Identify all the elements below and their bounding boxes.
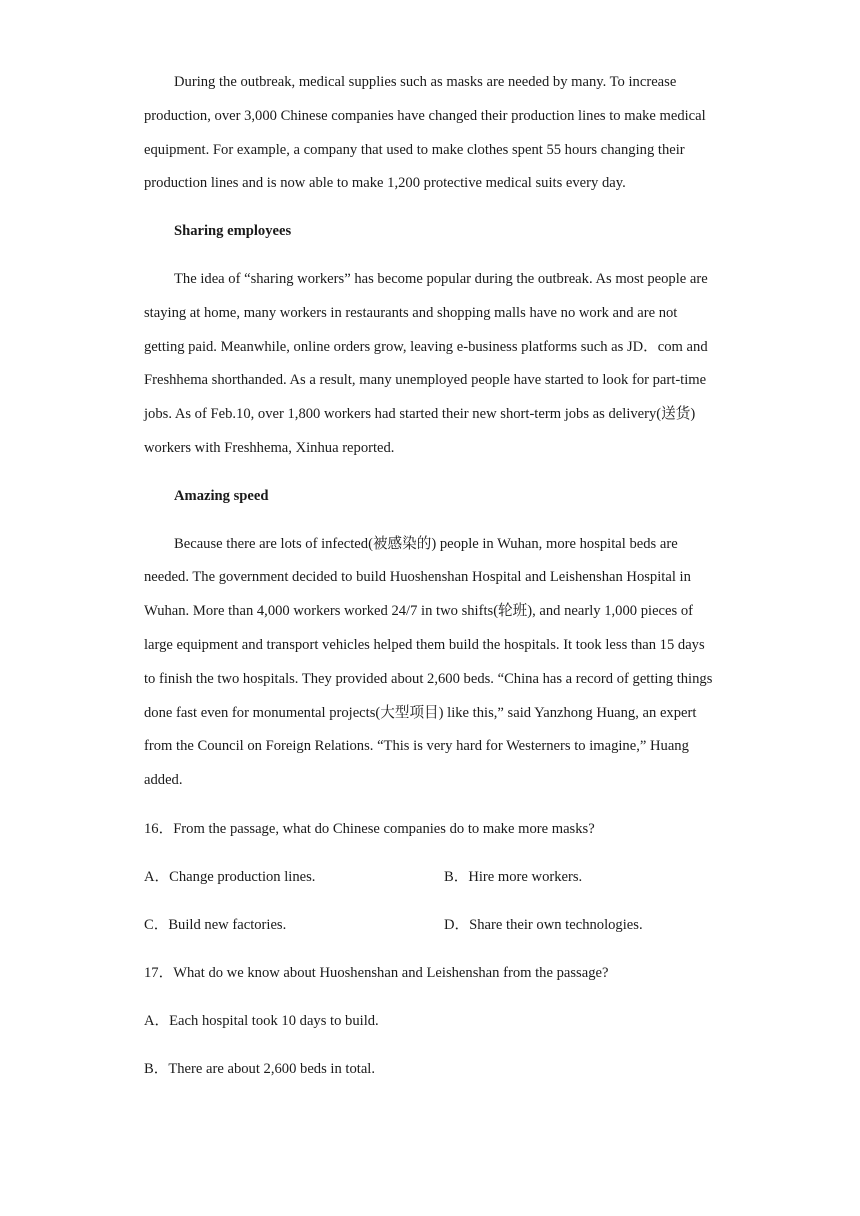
- question-16-options-row-2: [144, 908, 716, 942]
- question-16-option-c: C．Build new factories.: [144, 916, 287, 933]
- question-16-options-row-1: [144, 860, 716, 894]
- question-16-stem: 16．From the passage, what do Chinese companies do to make more masks?: [144, 820, 595, 837]
- question-16-option-a: A．Change production lines.: [144, 868, 316, 885]
- paragraph-sharing-workers: The idea of “sharing workers” has become popular during the outbreak. As most people are staying at home, many workers in restaurants and shopping malls have no work and are not getting paid. Meanwhile, online orders grow, leaving e-business platforms such as JD．com and Freshhema shorthanded. As a result, many unemployed people have started to look for part-time jobs. As of Feb.10, over 1,800 workers had started their new short-term jobs as delivery(送货) workers with Freshhema, Xinhua reported.: [144, 270, 708, 456]
- heading-amazing-speed: Amazing speed: [174, 487, 269, 504]
- paragraph-medical-supplies: During the outbreak, medical supplies such as masks are needed by many. To increase production, over 3,000 Chinese companies have changed their production lines to make medical equipment. For example, a company that used to make clothes spent 55 hours changing their production lines and is now able to make 1,200 protective medical suits every day.: [144, 74, 706, 192]
- question-16-option-d: D．Share their own technologies.: [444, 916, 643, 933]
- paragraph-hospitals: Because there are lots of infected(被感染的) people in Wuhan, more hospital beds are needed. The government decided to build Huoshenshan Hospital and Leishenshan Hospital in Wuhan. More than 4,000 workers worked 24/7 in two shifts(轮班), and nearly 1,000 pieces of large equipment and transport vehicles helped them build the hospitals. It took less than 15 days to finish the two hospitals. They provided about 2,600 beds. “China has a record of getting things done fast even for monumental projects(大型项目) like this,” said Yanzhong Huang, an expert from the Council on Foreign Relations. “This is very hard for Westerners to imagine,” Huang added.: [144, 535, 713, 789]
- heading-sharing-employees: Sharing employees: [174, 223, 292, 240]
- question-17-option-a: A．Each hospital took 10 days to build.: [144, 1012, 379, 1029]
- question-17-option-b: B．There are about 2,600 beds in total.: [144, 1060, 376, 1077]
- question-17-stem: 17．What do we know about Huoshenshan and Leishenshan from the passage?: [144, 964, 609, 981]
- question-16-option-b: B．Hire more workers.: [444, 868, 583, 885]
